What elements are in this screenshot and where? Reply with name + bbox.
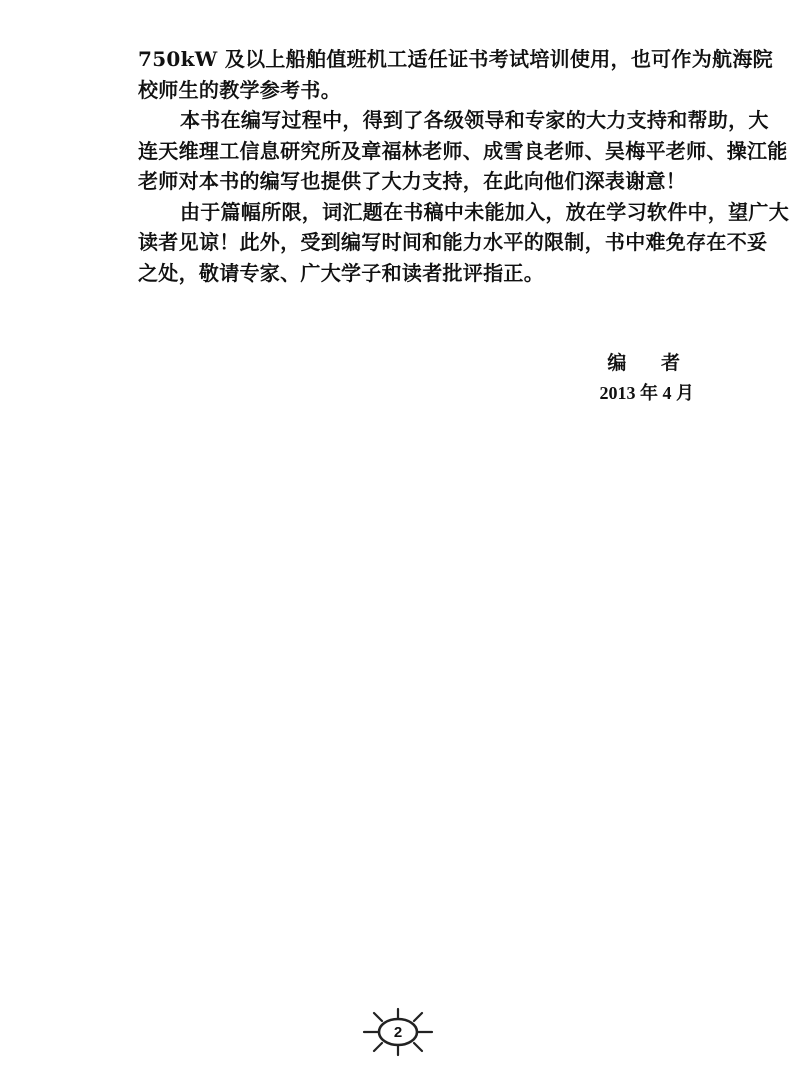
signature-author: 编 者 (607, 352, 694, 374)
paragraph-1 (138, 44, 773, 105)
paragraph-2 (138, 105, 788, 197)
page-number: 2 (393, 1023, 403, 1041)
signature-date: 2013 年 4 月 (599, 383, 694, 403)
paragraph-line: 之处，敬请专家、广大学子和读者批评指正。 (138, 260, 544, 285)
paragraph-line: 750kW 及以上船舶值班机工适任证书考试培训使用，也可作为航海院 (138, 47, 773, 71)
page-number-wheel (360, 1005, 436, 1059)
paragraph-3 (138, 197, 789, 289)
preface-body (138, 44, 789, 288)
paragraph-line: 由于篇幅所限，词汇题在书稿中未能加入，放在学习软件中，望广大 (180, 199, 789, 224)
paragraph-line: 校师生的教学参考书。 (138, 77, 341, 102)
paragraph-line: 连天维理工信息研究所及章福林老师、成雪良老师、吴梅平老师、操江能 (138, 138, 788, 163)
paragraph-line: 读者见谅！此外，受到编写时间和能力水平的限制，书中难免存在不妥 (138, 230, 768, 254)
signature-block (600, 348, 695, 408)
paragraph-line: 老师对本书的编写也提供了大力支持，在此向他们深表谢意！ (138, 169, 687, 193)
paragraph-line: 本书在编写过程中，得到了各级领导和专家的大力支持和帮助，大 (180, 108, 769, 132)
